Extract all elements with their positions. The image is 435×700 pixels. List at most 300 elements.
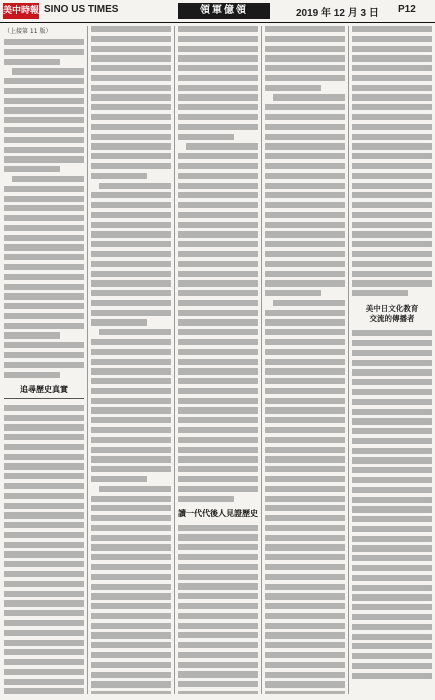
text-line <box>178 691 258 694</box>
text-line <box>178 134 234 140</box>
text-line <box>178 642 258 648</box>
text-line <box>265 642 345 648</box>
text-line <box>352 604 432 610</box>
text-line <box>4 107 84 113</box>
text-line <box>4 424 84 430</box>
text-line <box>91 603 171 609</box>
text-line <box>91 75 171 81</box>
text-line <box>91 642 171 648</box>
text-line <box>4 186 84 192</box>
text-column-2 <box>91 26 171 694</box>
text-line <box>178 55 258 61</box>
text-line <box>4 323 84 329</box>
text-line <box>178 339 258 345</box>
text-line <box>178 544 258 550</box>
text-line <box>91 368 171 374</box>
text-line <box>4 463 84 469</box>
text-line <box>352 379 432 385</box>
text-line <box>91 46 171 52</box>
text-line <box>4 78 84 84</box>
text-line <box>265 85 321 91</box>
text-line <box>91 672 171 678</box>
text-line <box>91 104 171 110</box>
text-line <box>91 613 171 619</box>
text-line <box>265 36 345 42</box>
text-line <box>178 486 258 492</box>
text-line <box>178 496 234 502</box>
text-line <box>91 231 171 237</box>
text-line <box>178 104 258 110</box>
text-line <box>178 271 258 277</box>
text-line <box>178 222 258 228</box>
text-line <box>265 652 345 658</box>
text-line <box>265 437 345 443</box>
text-line <box>352 231 432 237</box>
text-line <box>4 600 84 606</box>
text-line <box>352 65 432 71</box>
text-line <box>265 632 345 638</box>
text-line <box>91 359 171 365</box>
text-line <box>178 427 258 433</box>
text-line <box>4 156 84 162</box>
text-line <box>265 280 345 286</box>
text-line <box>265 319 345 325</box>
text-line <box>91 26 171 32</box>
text-line <box>4 264 84 270</box>
text-line <box>352 241 432 247</box>
text-line <box>178 300 258 306</box>
text-line <box>91 212 171 218</box>
text-line <box>178 124 258 130</box>
text-line <box>352 153 432 159</box>
text-line <box>352 663 432 669</box>
text-line <box>265 65 345 71</box>
text-line <box>178 447 258 453</box>
text-line <box>352 192 432 198</box>
text-line <box>178 319 258 325</box>
text-line <box>4 640 84 646</box>
text-line <box>91 417 171 423</box>
text-line <box>4 39 84 45</box>
text-line <box>352 251 432 257</box>
article-heading: 追尋歷史真實 <box>4 384 84 399</box>
text-line <box>265 691 345 694</box>
section-title: 領軍億領 <box>178 3 270 19</box>
text-line <box>178 163 258 169</box>
text-line <box>91 290 171 296</box>
text-line <box>178 251 258 257</box>
text-line <box>4 117 84 123</box>
text-line <box>265 349 345 355</box>
text-column-3 <box>178 26 258 694</box>
text-line <box>91 173 147 179</box>
text-line <box>4 649 84 655</box>
text-line <box>178 466 258 472</box>
text-line <box>178 632 258 638</box>
text-line <box>178 173 258 179</box>
text-line <box>178 290 258 296</box>
text-line <box>4 512 84 518</box>
text-line <box>91 310 171 316</box>
text-line <box>91 271 171 277</box>
text-line <box>178 261 258 267</box>
text-line <box>352 212 432 218</box>
text-line <box>91 85 171 91</box>
text-line <box>265 183 345 189</box>
text-line <box>352 360 432 366</box>
text-line <box>4 522 84 528</box>
text-line <box>4 483 84 489</box>
text-line <box>352 104 432 110</box>
text-line <box>4 352 84 358</box>
text-line <box>265 662 345 668</box>
text-line <box>91 407 171 413</box>
text-line <box>265 251 345 257</box>
text-line <box>352 438 432 444</box>
text-line <box>265 456 345 462</box>
text-line <box>178 65 258 71</box>
text-line <box>178 368 258 374</box>
text-line <box>91 691 171 694</box>
text-line <box>12 68 84 74</box>
text-line <box>265 554 345 560</box>
paper-name: SINO US TIMES <box>44 4 119 15</box>
text-line <box>91 241 171 247</box>
text-line <box>265 505 345 511</box>
text-line <box>352 614 432 620</box>
text-line <box>265 134 345 140</box>
text-line <box>352 350 432 356</box>
text-line <box>91 65 171 71</box>
text-line <box>352 448 432 454</box>
text-line <box>265 26 345 32</box>
text-line <box>265 496 345 502</box>
text-line <box>265 544 345 550</box>
text-line <box>178 534 258 540</box>
text-line <box>265 114 345 120</box>
text-line <box>352 389 432 395</box>
text-line <box>91 222 171 228</box>
text-line <box>4 284 84 290</box>
text-line <box>91 652 171 658</box>
text-line <box>265 603 345 609</box>
text-line <box>91 124 171 130</box>
text-line <box>91 662 171 668</box>
text-line <box>12 176 84 182</box>
text-line <box>178 183 258 189</box>
text-line <box>91 447 171 453</box>
text-line <box>265 525 345 531</box>
text-line <box>91 319 147 325</box>
text-line <box>265 398 345 404</box>
text-line <box>352 330 432 336</box>
text-line <box>178 574 258 580</box>
text-line <box>91 192 171 198</box>
text-line <box>4 137 84 143</box>
text-line <box>352 634 432 640</box>
text-line <box>265 672 345 678</box>
text-line <box>91 515 171 521</box>
newspaper-logo: 美中時報 <box>3 3 39 19</box>
text-line <box>4 313 84 319</box>
text-line <box>4 659 84 665</box>
text-line <box>91 280 171 286</box>
text-line <box>265 290 321 296</box>
text-line <box>352 624 432 630</box>
text-line <box>352 409 432 415</box>
text-line <box>265 143 345 149</box>
text-line <box>4 454 84 460</box>
text-line <box>91 437 171 443</box>
text-column-4 <box>265 26 345 694</box>
text-line <box>4 571 84 577</box>
text-line <box>178 85 258 91</box>
text-line <box>4 303 84 309</box>
text-line <box>352 124 432 130</box>
text-line <box>352 369 432 375</box>
text-line <box>352 271 432 277</box>
text-line <box>265 593 345 599</box>
text-line <box>265 192 345 198</box>
text-line <box>4 669 84 675</box>
text-line <box>91 398 171 404</box>
text-column-5 <box>352 26 432 694</box>
text-line <box>178 26 258 32</box>
text-line <box>4 503 84 509</box>
text-line <box>352 290 408 296</box>
text-line <box>4 98 84 104</box>
text-line <box>4 630 84 636</box>
text-line <box>265 231 345 237</box>
text-line <box>91 163 171 169</box>
text-line <box>352 477 432 483</box>
text-line <box>91 202 171 208</box>
article-heading: 讀一代代後人見證歷史 <box>178 507 258 518</box>
text-line <box>265 466 345 472</box>
text-line <box>91 681 171 687</box>
text-line <box>178 652 258 658</box>
text-line <box>4 581 84 587</box>
text-line <box>265 46 345 52</box>
text-line <box>178 192 258 198</box>
text-line <box>91 456 171 462</box>
text-line <box>4 688 84 694</box>
article-heading-line-1: 美中日文化教育 <box>365 304 419 314</box>
text-line <box>352 575 432 581</box>
text-line <box>178 212 258 218</box>
page-number: P12 <box>398 4 416 15</box>
text-line <box>178 583 258 589</box>
text-line <box>4 254 84 260</box>
text-line <box>91 593 171 599</box>
text-line <box>352 94 432 100</box>
text-line <box>91 466 171 472</box>
text-line <box>178 437 258 443</box>
text-line <box>91 36 171 42</box>
text-line <box>91 632 171 638</box>
text-line <box>4 372 60 378</box>
text-line <box>265 212 345 218</box>
text-line <box>4 244 84 250</box>
column-divider <box>261 26 262 694</box>
text-line <box>352 467 432 473</box>
text-line <box>265 261 345 267</box>
text-line <box>4 532 84 538</box>
text-line <box>4 342 84 348</box>
text-line <box>91 584 171 590</box>
text-line <box>91 535 171 541</box>
text-line <box>4 274 84 280</box>
text-line <box>178 671 258 677</box>
text-line <box>265 378 345 384</box>
text-line <box>178 153 258 159</box>
text-line <box>178 398 258 404</box>
text-line <box>352 75 432 81</box>
text-line <box>91 505 171 511</box>
text-line <box>178 280 258 286</box>
text-line <box>178 202 258 208</box>
text-line <box>265 222 345 228</box>
text-line <box>265 584 345 590</box>
text-line <box>265 75 345 81</box>
text-line <box>4 205 84 211</box>
text-line <box>352 399 432 405</box>
text-line <box>352 143 432 149</box>
text-line <box>352 487 432 493</box>
text-line <box>178 231 258 237</box>
text-line <box>265 202 345 208</box>
text-line <box>352 643 432 649</box>
continuation-byline: （上接第 11 版） <box>4 28 52 35</box>
text-line <box>265 447 345 453</box>
text-line <box>4 196 84 202</box>
text-line <box>91 496 171 502</box>
text-line <box>265 153 345 159</box>
text-line <box>4 49 84 55</box>
text-line <box>186 143 258 149</box>
text-line <box>265 515 345 521</box>
text-line <box>178 241 258 247</box>
text-line <box>91 427 171 433</box>
text-line <box>91 564 171 570</box>
text-line <box>352 85 432 91</box>
text-line <box>4 88 84 94</box>
text-line <box>178 378 258 384</box>
text-line <box>352 673 432 679</box>
text-line <box>352 114 432 120</box>
text-line <box>178 613 258 619</box>
column-divider <box>87 26 88 694</box>
text-line <box>265 163 345 169</box>
text-line <box>4 127 84 133</box>
text-line <box>352 261 432 267</box>
text-line <box>4 561 84 567</box>
text-line <box>352 46 432 52</box>
article-heading <box>352 304 432 324</box>
text-line <box>91 134 171 140</box>
text-line <box>91 349 171 355</box>
text-line <box>352 653 432 659</box>
text-line <box>4 551 84 557</box>
text-line <box>178 75 258 81</box>
text-line <box>91 143 171 149</box>
text-line <box>265 55 345 61</box>
text-line <box>178 623 258 629</box>
text-line <box>4 493 84 499</box>
text-line <box>265 310 345 316</box>
text-line <box>352 173 432 179</box>
text-line <box>178 554 258 560</box>
text-line <box>265 486 345 492</box>
text-line <box>91 94 171 100</box>
text-line <box>178 349 258 355</box>
text-line <box>265 368 345 374</box>
column-divider <box>174 26 175 694</box>
text-line <box>4 166 60 172</box>
text-line <box>352 457 432 463</box>
text-line <box>91 525 171 531</box>
text-line <box>178 525 258 531</box>
text-line <box>352 565 432 571</box>
text-line <box>265 623 345 629</box>
text-line <box>273 94 345 100</box>
text-line <box>91 476 147 482</box>
text-line <box>352 545 432 551</box>
text-line <box>352 280 432 286</box>
text-line <box>91 574 171 580</box>
text-line <box>265 271 345 277</box>
text-line <box>265 124 345 130</box>
text-line <box>352 585 432 591</box>
text-line <box>91 114 171 120</box>
text-line <box>178 476 258 482</box>
text-line <box>178 662 258 668</box>
text-line <box>91 554 171 560</box>
text-line <box>352 55 432 61</box>
text-line <box>91 153 171 159</box>
text-line <box>178 407 258 413</box>
text-line <box>91 55 171 61</box>
text-line <box>4 610 84 616</box>
text-column-1 <box>4 26 84 694</box>
column-divider <box>348 26 349 694</box>
text-line <box>4 362 84 368</box>
text-line <box>352 340 432 346</box>
text-line <box>352 134 432 140</box>
text-line <box>352 418 432 424</box>
text-line <box>4 434 84 440</box>
text-line <box>91 261 171 267</box>
text-line <box>4 59 60 65</box>
article-heading-line-2: 交流的傳播者 <box>369 314 415 324</box>
text-line <box>352 536 432 542</box>
text-line <box>91 544 171 550</box>
text-line <box>4 415 84 421</box>
text-line <box>352 516 432 522</box>
text-line <box>4 332 60 338</box>
text-line <box>178 456 258 462</box>
text-line <box>265 339 345 345</box>
text-line <box>265 613 345 619</box>
text-line <box>352 202 432 208</box>
text-line <box>4 679 84 685</box>
text-line <box>91 300 171 306</box>
text-line <box>178 564 258 570</box>
text-line <box>4 591 84 597</box>
issue-date: 2019 年 12 月 3 日 <box>296 8 379 19</box>
text-line <box>352 506 432 512</box>
text-line <box>178 388 258 394</box>
